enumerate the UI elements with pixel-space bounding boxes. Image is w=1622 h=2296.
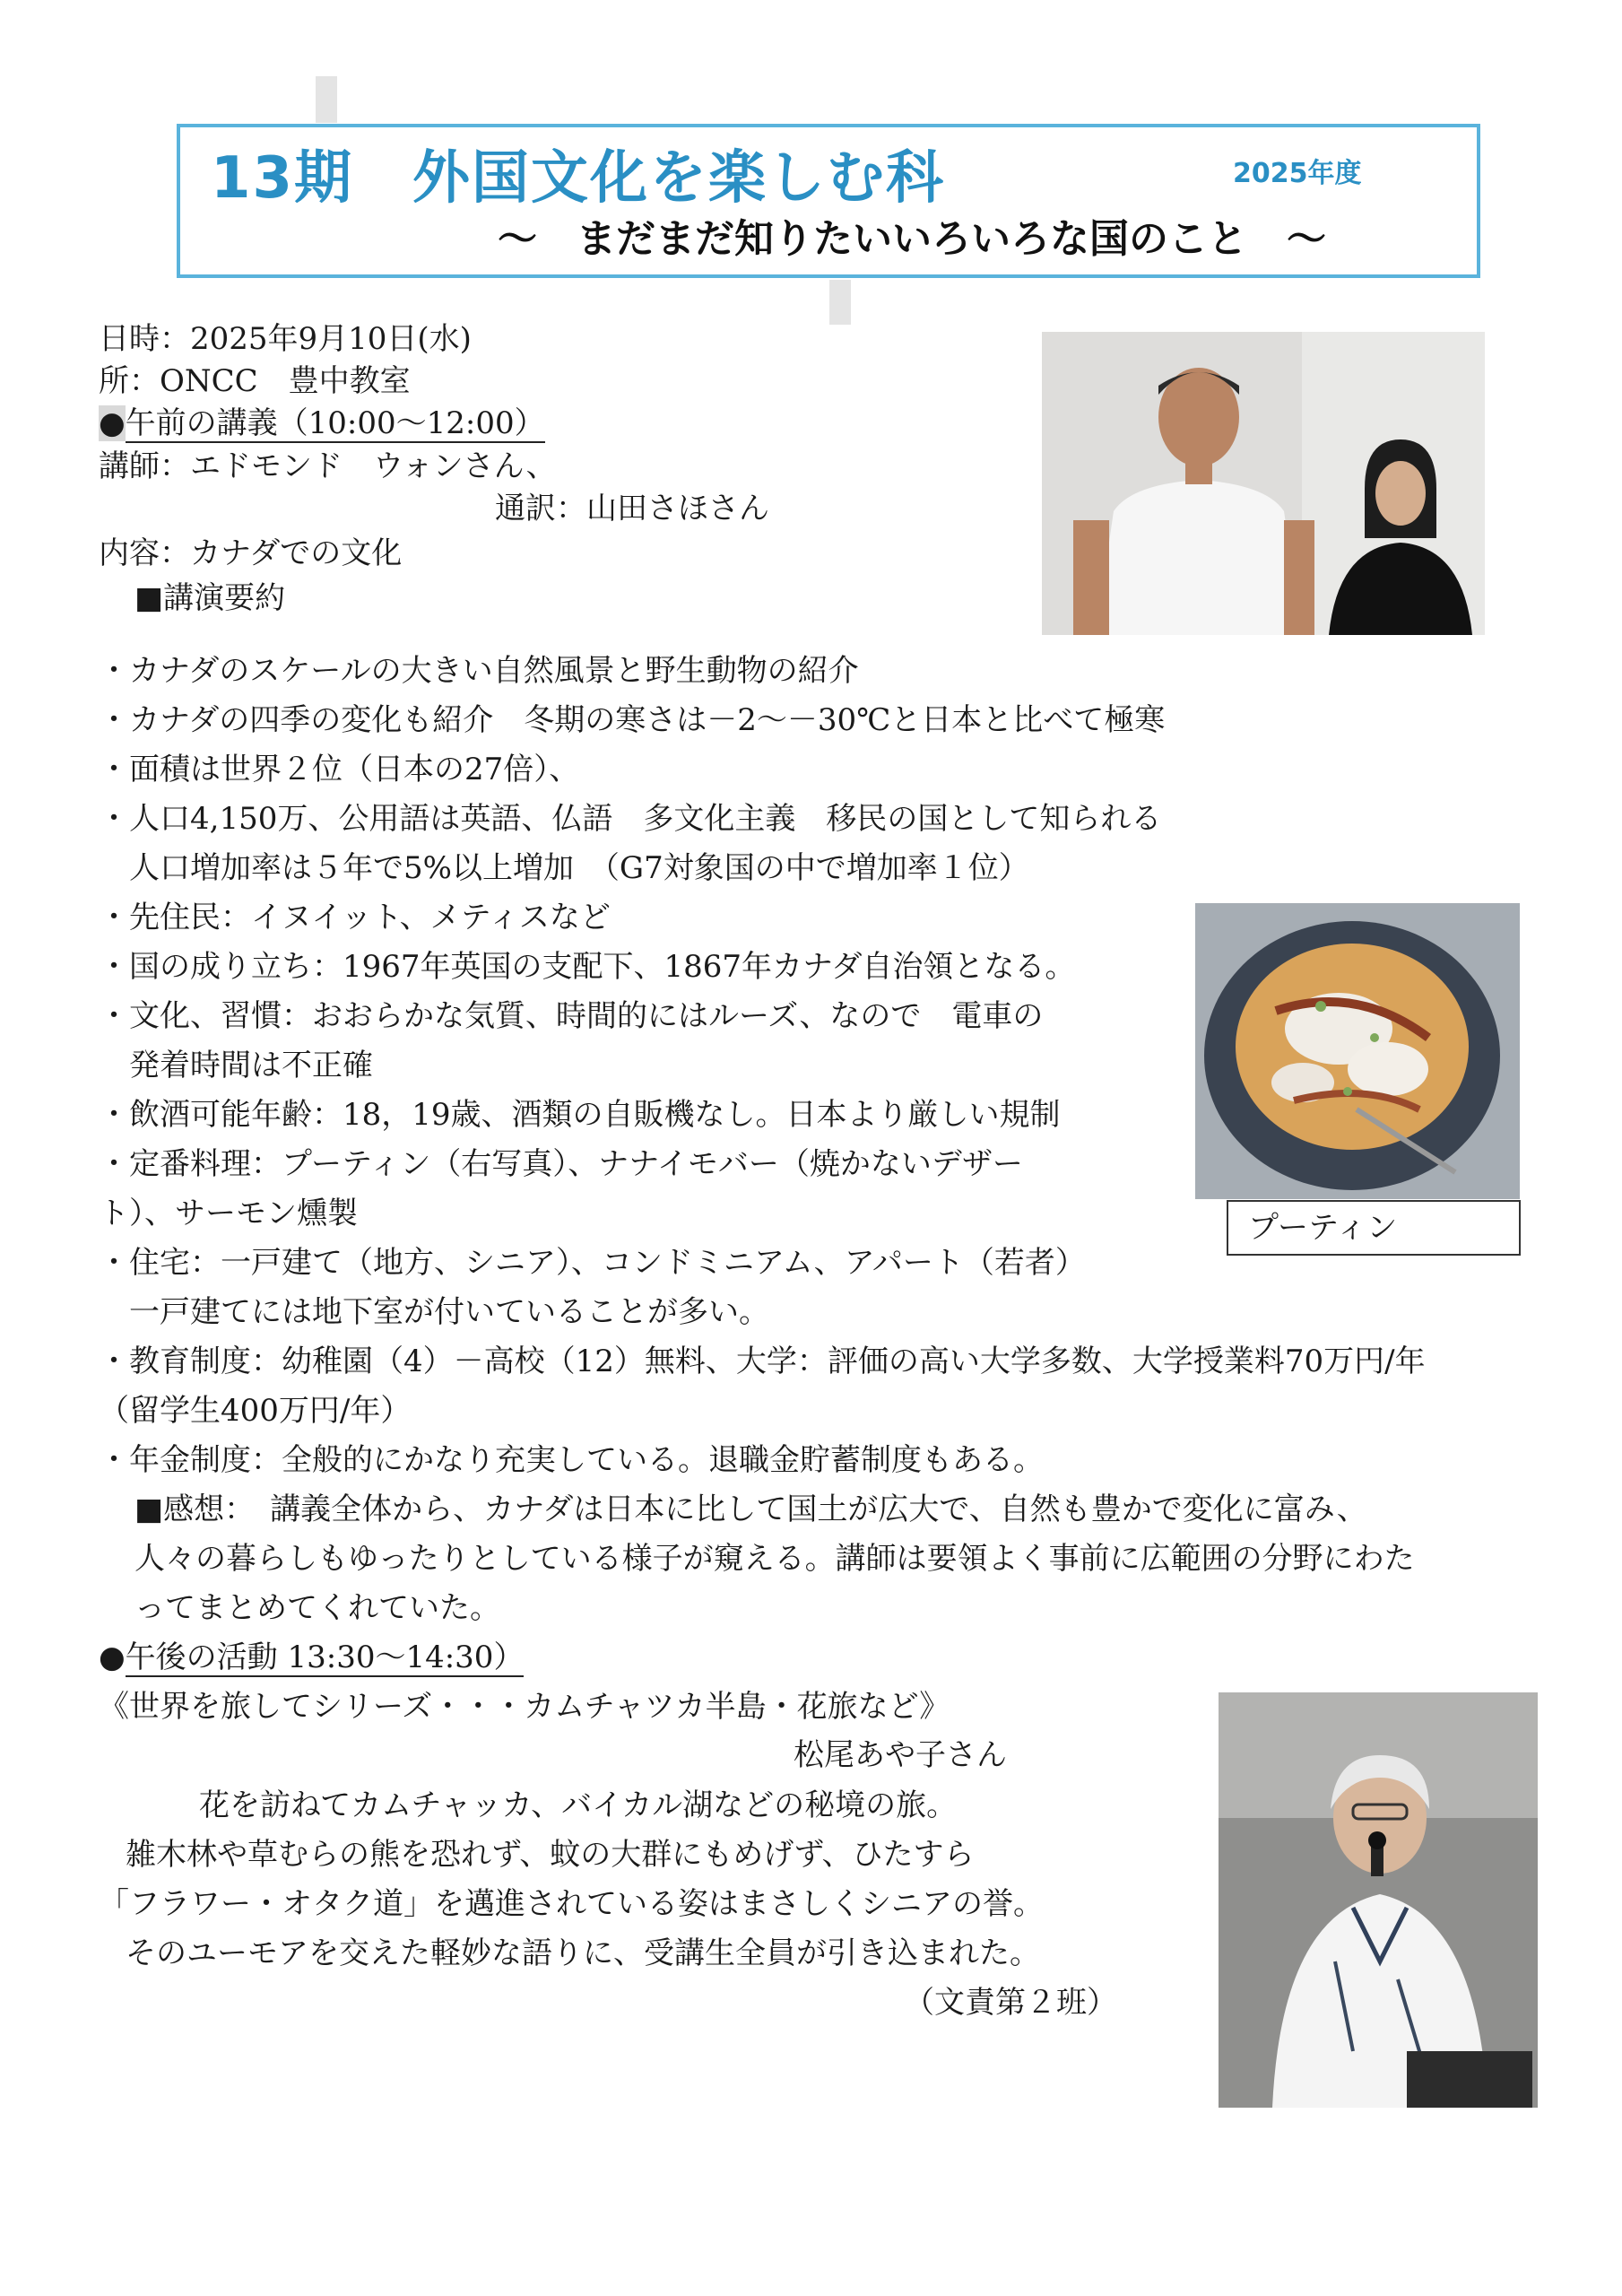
summary-line: ・文化、習慣：おおらかな気質、時間的にはルーズ、なので 電車の — [99, 998, 1044, 1034]
summary-line: ・人口4,150万、公用語は英語、仏語 多文化主義 移民の国として知られる — [99, 801, 1162, 837]
summary-line: ・教育制度：幼稚園（4）－高校（12）無料、大学：評価の高い大学多数、大学授業料70万円/年 — [99, 1344, 1426, 1379]
morning-heading-text: 午前の講義（10:00～12:00） — [125, 405, 545, 441]
lecturer-line: 講師：エドモンド ウォンさん、 — [99, 448, 557, 484]
afternoon-body-line: そのユーモアを交えた軽妙な語りに、受講生全員が引き込まれた。 — [126, 1935, 1040, 1971]
lecturers-photo — [1042, 332, 1485, 635]
course-title: 13期 外国文化を楽しむ科 — [211, 145, 946, 212]
poutine-caption: プーティン — [1227, 1200, 1521, 1256]
summary-heading: ■講演要約 — [134, 580, 286, 616]
afternoon-body-line: 雑木林や草むらの熊を恐れず、蚊の大群にもめげず、ひたすら — [126, 1837, 975, 1873]
summary-line: 発着時間は不正確 — [99, 1048, 373, 1083]
summary-line: ・カナダの四季の変化も紹介 冬期の寒さは－2～－30℃と日本と比べて極寒 — [99, 702, 1166, 738]
poutine-photo — [1195, 903, 1520, 1199]
summary-line: ・国の成り立ち：1967年英国の支配下、1867年カナダ自治領となる。 — [99, 949, 1076, 985]
poutine-photo-image — [1195, 903, 1520, 1199]
date-line: 日時：2025年9月10日(水) — [99, 321, 472, 357]
impression-line: ■感想： 講義全体から、カナダは日本に比して国土が広大で、自然も豊かで変化に富み、 — [134, 1492, 1367, 1527]
afternoon-heading — [99, 1639, 524, 1675]
summary-line: ・カナダのスケールの大きい自然風景と野生動物の紹介 — [99, 653, 859, 689]
content-line: 内容：カナダでの文化 — [99, 535, 403, 571]
summary-line: ・飲酒可能年齢：18，19歳、酒類の自販機なし。日本より厳しい規制 — [99, 1097, 1061, 1133]
summary-line: ・定番料理：プーティン（右写真）、ナナイモバー（焼かないデザー — [99, 1146, 1023, 1182]
series-title: 《世界を旅してシリーズ・・・カムチャツカ半島・花旅など》 — [99, 1689, 950, 1725]
afternoon-body-line: 「フラワー・オタク道」を邁進されている姿はまさしくシニアの誉。 — [99, 1886, 1044, 1922]
summary-line: 人口増加率は５年で5%以上増加 （G7対象国の中で増加率１位） — [99, 850, 1029, 886]
summary-line: ・先住民：イヌイット、メティスなど — [99, 900, 611, 935]
summary-line: ・面積は世界２位（日本の27倍）、 — [99, 752, 580, 787]
speaker-photo — [1219, 1692, 1538, 2108]
summary-line: 一戸建てには地下室が付いていることが多い。 — [99, 1294, 769, 1330]
bullet-mark: ● — [99, 405, 126, 441]
speaker-photo-image — [1219, 1692, 1538, 2108]
afternoon-speaker: 松尾あや子さん — [794, 1737, 1007, 1773]
summary-line: ・住宅：一戸建て（地方、シニア）、コンドミニアム、アパート（若者） — [99, 1245, 1086, 1281]
summary-line: （留学生400万円/年） — [99, 1393, 412, 1429]
morning-heading — [99, 405, 545, 441]
bullet-mark: ● — [99, 1639, 126, 1675]
afternoon-heading-text: 午後の活動 13:30～14:30） — [125, 1639, 525, 1675]
lecturers-photo-image — [1042, 332, 1485, 635]
place-line: 所：ONCC 豊中教室 — [99, 363, 411, 399]
interpreter-line: 通訳：山田さほさん — [495, 491, 769, 526]
header-decoration-bottom — [829, 280, 851, 325]
afternoon-body-line: 花を訪ねてカムチャッカ、バイカル湖などの秘境の旅。 — [199, 1787, 958, 1823]
credit-line: （文責第２班） — [904, 1985, 1117, 2021]
impression-line: ってまとめてくれていた。 — [134, 1590, 500, 1626]
fiscal-year: 2025年度 — [1233, 158, 1362, 189]
header-decoration-top — [316, 76, 337, 123]
summary-line: ・年金制度：全般的にかなり充実している。退職金貯蓄制度もある。 — [99, 1442, 1044, 1478]
impression-line: 人々の暮らしもゆったりとしている様子が窺える。講師は要領よく事前に広範囲の分野にわた — [134, 1541, 1415, 1577]
course-subtitle: ～ まだまだ知りたいいろいろな国のこと ～ — [498, 216, 1326, 262]
summary-line: ト）、サーモン燻製 — [99, 1196, 358, 1231]
